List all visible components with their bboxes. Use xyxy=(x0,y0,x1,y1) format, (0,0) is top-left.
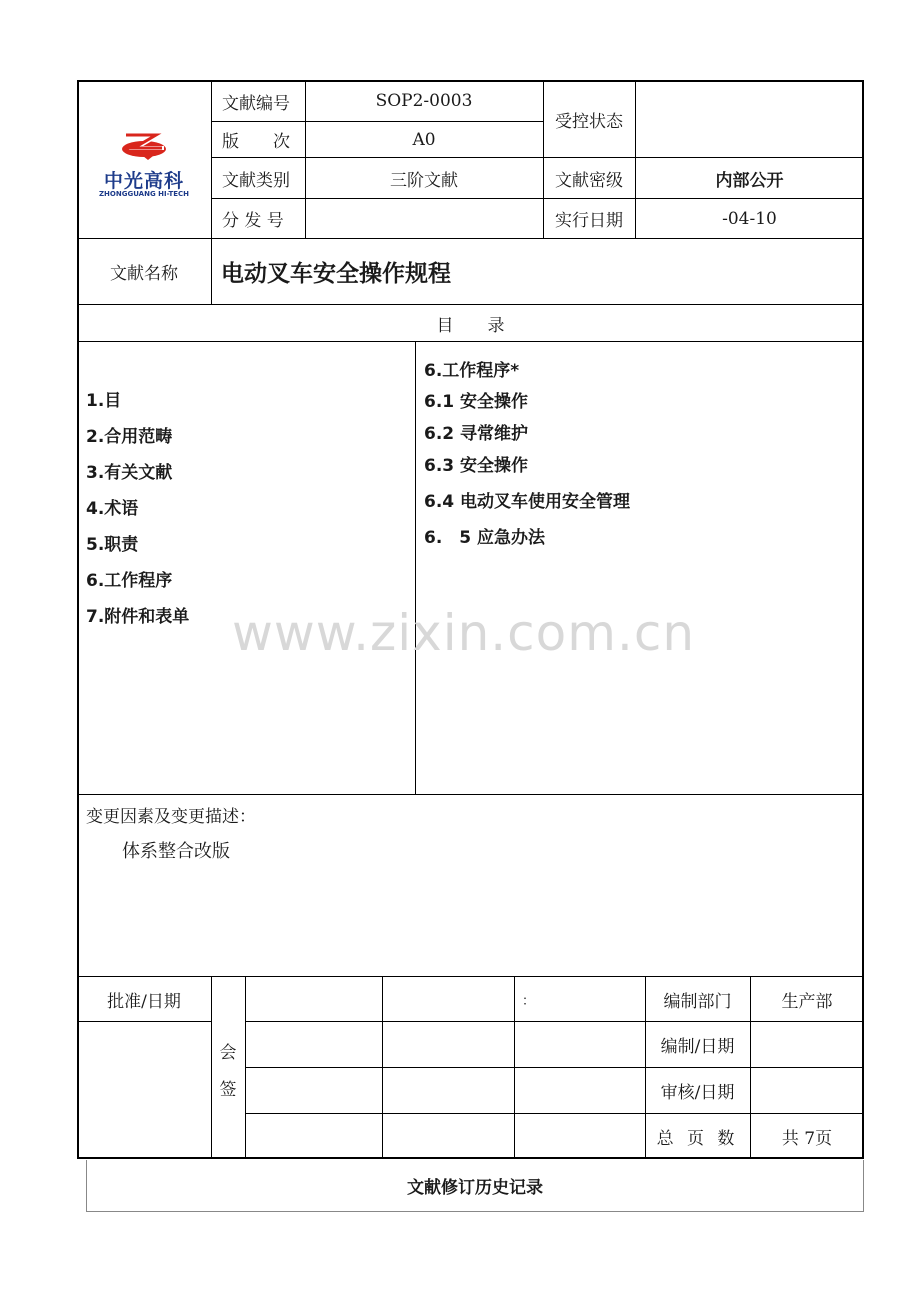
company-name: 中光高科 xyxy=(103,170,184,192)
dist-no-label: 分 发 号 xyxy=(222,211,284,231)
rule xyxy=(245,976,246,1159)
doc-no-label: 文献编号 xyxy=(222,93,290,114)
change-text: 体系整合改版 xyxy=(122,841,230,862)
toc-item: 6.1 安全操作 xyxy=(424,392,529,412)
rule xyxy=(77,1021,211,1022)
rule xyxy=(77,794,864,795)
toc-item: 6.工作程序* xyxy=(424,361,520,381)
toc-item: 3.有关文献 xyxy=(86,463,173,483)
toc-item: 1.目 xyxy=(86,391,122,411)
review-label: 审核/日期 xyxy=(660,1083,735,1103)
rule xyxy=(245,1067,864,1068)
change-label: 变更因素及变更描述： xyxy=(86,806,256,827)
toc-item: 6.3 安全操作 xyxy=(424,456,529,476)
secrecy-value: 内部公开 xyxy=(715,170,784,191)
secrecy-label: 文献密级 xyxy=(555,170,623,191)
toc-item: 5.职责 xyxy=(86,535,139,555)
category-value: 三阶文献 xyxy=(390,170,458,191)
rule xyxy=(382,976,383,1159)
pages-label: 总 页 数 xyxy=(656,1129,739,1149)
toc-item: 6.4 电动叉车使用安全管理 xyxy=(424,492,631,512)
dist-no-value xyxy=(305,199,543,238)
doc-no-value: SOP2-0003 xyxy=(375,91,473,111)
toc-item: 6.2 寻常维护 xyxy=(424,424,529,444)
toc-heading: 目 录 xyxy=(436,315,505,336)
sign-label-2: 签 xyxy=(219,1079,237,1100)
approve-label: 批准/日期 xyxy=(107,991,181,1012)
author-label: 编制/日期 xyxy=(660,1037,735,1057)
category-label: 文献类别 xyxy=(222,170,290,191)
toc-item: 6. 5 应急办法 xyxy=(424,528,546,548)
control-status-label: 受控状态 xyxy=(555,111,623,132)
rule xyxy=(77,341,864,342)
rule xyxy=(211,80,212,304)
rule xyxy=(514,976,515,1159)
document-title: 电动叉车安全操作规程 xyxy=(221,261,451,287)
toc-item: 2.合用范畴 xyxy=(86,427,173,447)
version-label: 版 次 xyxy=(222,132,290,152)
dept-value: 生产部 xyxy=(781,991,833,1012)
colon-mark: ： xyxy=(522,993,536,1009)
toc-item: 7.附件和表单 xyxy=(86,607,190,627)
revision-history-title: 文献修订历史记录 xyxy=(86,1160,864,1212)
effective-value: -04-10 xyxy=(722,208,777,229)
dept-label: 编制部门 xyxy=(663,991,732,1012)
rule xyxy=(415,341,416,794)
company-en-name: ZHONGGUANG HI-TECH xyxy=(98,190,190,198)
pages-value: 共 7页 xyxy=(781,1129,833,1149)
rule xyxy=(211,976,212,1159)
effective-label: 实行日期 xyxy=(555,211,623,231)
control-status-value xyxy=(635,81,864,157)
toc-item: 6.工作程序 xyxy=(86,571,173,591)
title-label: 文献名称 xyxy=(110,264,178,284)
toc-item: 4.术语 xyxy=(86,499,139,519)
watermark: www.zixin.com.cn xyxy=(232,604,696,662)
rule xyxy=(245,1021,864,1022)
version-value: A0 xyxy=(412,129,436,150)
sign-label-1: 会 xyxy=(219,1042,237,1063)
